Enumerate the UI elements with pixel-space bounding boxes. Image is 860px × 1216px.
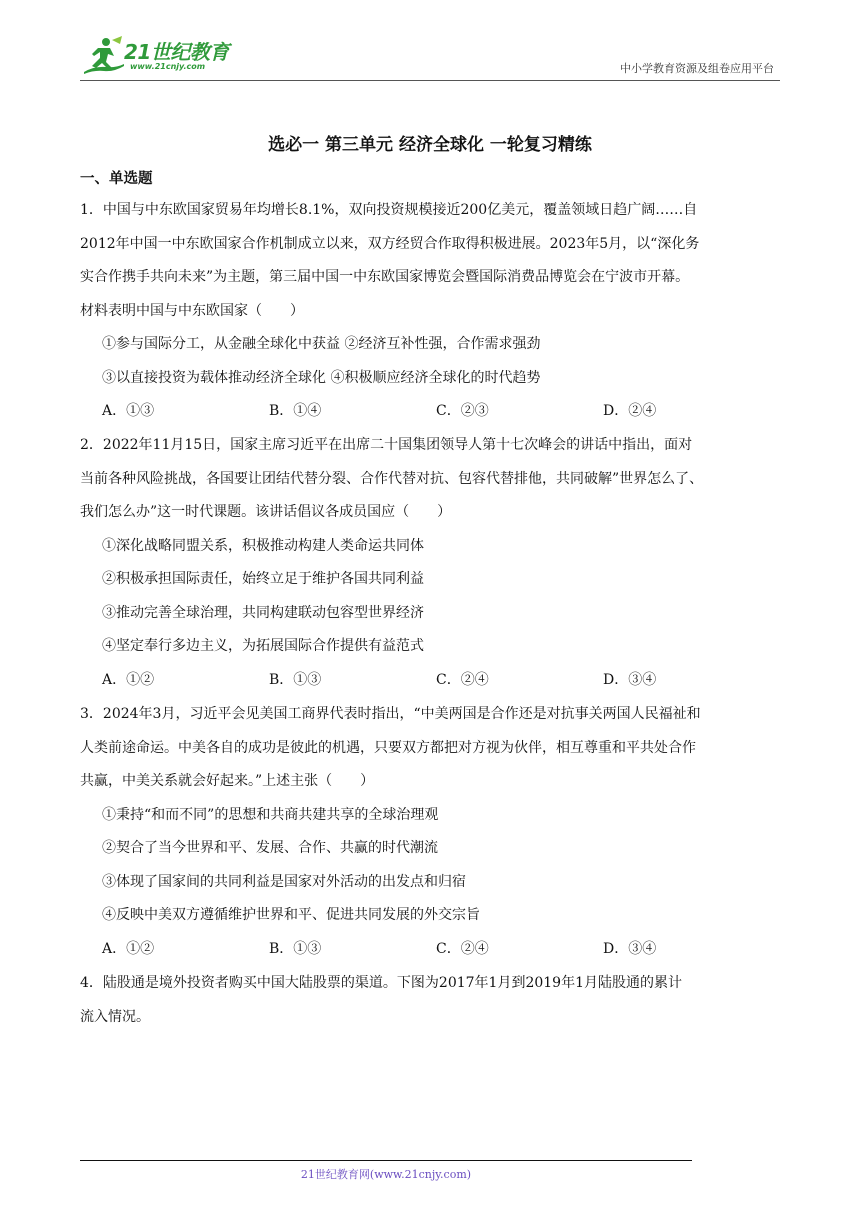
statement-option: ④反映中美双方遵循维护世界和平、促进共同发展的外交宗旨	[102, 907, 480, 923]
question-stem-line: 我们怎么办”这一时代课题。该讲话倡议各成员国应（ ）	[80, 504, 452, 520]
question-stem-line: 共赢，中美关系就会好起来。”上述主张（ ）	[80, 773, 375, 789]
platform-name: 中小学教育资源及组卷应用平台	[620, 62, 774, 75]
choice-a[interactable]: A．①③	[102, 403, 155, 419]
question-1	[80, 194, 780, 429]
footer-divider	[80, 1160, 692, 1161]
question-stem-line: 2．2022年11月15日，国家主席习近平在出席二十国集团领导人第十七次峰会的讲话中指出，面对	[80, 437, 693, 453]
logo-text: 21世纪教育	[124, 40, 229, 64]
question-2	[80, 429, 780, 697]
choice-d[interactable]: D．③④	[603, 940, 657, 957]
question-4	[80, 967, 780, 1034]
statement-option: ②积极承担国际责任，始终立足于维护各国共同利益	[102, 571, 424, 587]
answer-choices	[80, 664, 780, 698]
logo-url: www.21cnjy.com	[130, 62, 206, 71]
statement-option: ①深化战略同盟关系，积极推动构建人类命运共同体	[102, 537, 424, 554]
choice-b[interactable]: B．①③	[269, 940, 322, 957]
statement-option: ①秉持“和而不同”的思想和共商共建共享的全球治理观	[102, 806, 439, 823]
section-heading: 一、单选题	[80, 171, 153, 187]
choice-a[interactable]: A．①②	[102, 940, 155, 957]
question-stem-line: 当前各种风险挑战，各国要让团结代替分裂、合作代替对抗、包容代替排他，共同破解”世界怎么了、	[80, 470, 704, 487]
question-stem-line: 2012年中国一中东欧国家合作机制成立以来，双方经贸合作取得积极进展。2023年5月，以“深化务	[80, 235, 700, 252]
choice-d[interactable]: D．③④	[603, 671, 657, 688]
question-stem-line: 3．2024年3月，习近平会见美国工商界代表时指出，“中美两国是合作还是对抗事关两国人民福祉和	[80, 706, 701, 722]
answer-choices	[80, 395, 780, 429]
question-3	[80, 698, 780, 966]
choice-c[interactable]: C．②③	[436, 403, 489, 419]
question-stem-line: 4．陆股通是境外投资者购买中国大陆股票的渠道。下图为2017年1月到2019年1月陆股通的累计	[80, 975, 682, 991]
page-footer[interactable]: 21世纪教育网(www.21cnjy.com)	[300, 1168, 472, 1181]
answer-choices	[80, 933, 780, 967]
statement-option: ④坚定奉行多边主义，为拓展国际合作提供有益范式	[102, 638, 424, 654]
statement-option: ③体现了国家间的共同利益是国家对外活动的出发点和归宿	[102, 873, 466, 890]
question-stem-line: 材料表明中国与中东欧国家（ ）	[80, 302, 304, 319]
site-logo	[80, 34, 250, 80]
runner-logo-icon	[80, 36, 126, 78]
question-stem-line: 1．中国与中东欧国家贸易年均增长8.1%，双向投资规模接近200亿美元，覆盖领域日趋广阔……自	[80, 202, 698, 218]
statement-option: ③推动完善全球治理，共同构建联动包容型世界经济	[102, 604, 424, 621]
choice-a[interactable]: A．①②	[102, 671, 155, 688]
choice-c[interactable]: C．②④	[436, 671, 489, 688]
statement-option: ②契合了当今世界和平、发展、合作、共赢的时代潮流	[102, 840, 438, 856]
page-header	[80, 34, 780, 81]
page-title: 选必一 第三单元 经济全球化 一轮复习精练	[268, 135, 592, 155]
choice-b[interactable]: B．①④	[269, 403, 322, 419]
choice-c[interactable]: C．②④	[436, 940, 489, 957]
choice-d[interactable]: D．②④	[603, 403, 657, 419]
question-stem-line: 人类前途命运。中美各自的成功是彼此的机遇，只要双方都把对方视为伙伴，相互尊重和平共处合作	[80, 739, 696, 756]
question-stem-line: 实合作携手共向未来”为主题，第三届中国一中东欧国家博览会暨国际消费品博览会在宁波市开幕。	[80, 269, 690, 285]
question-stem-line: 流入情况。	[80, 1008, 150, 1025]
choice-b[interactable]: B．①③	[269, 671, 322, 688]
statement-option: ③以直接投资为载体推动经济全球化 ④积极顺应经济全球化的时代趋势	[102, 369, 541, 386]
statement-option: ①参与国际分工，从金融全球化中获益 ②经济互补性强，合作需求强劲	[102, 336, 541, 352]
